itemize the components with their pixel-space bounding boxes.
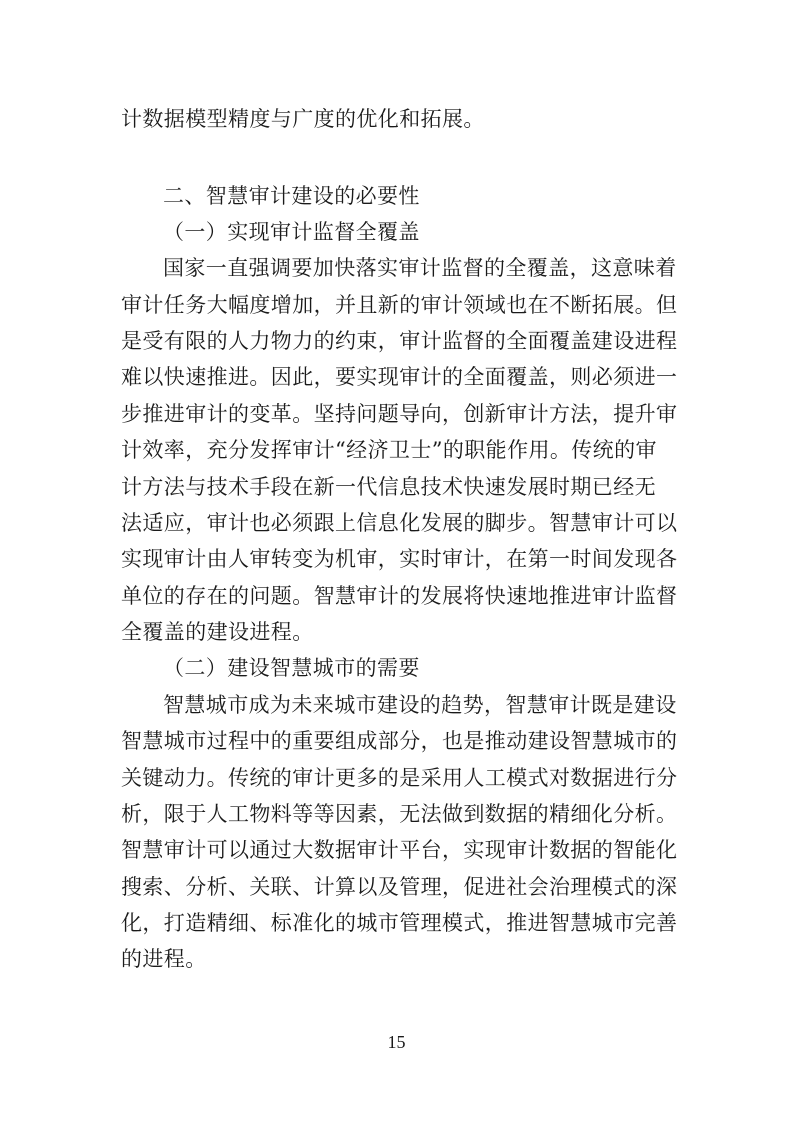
paragraph-line: 法适应，审计也必须跟上信息化发展的脚步。智慧审计可以 — [121, 511, 678, 535]
paragraph-continuation-line: 计数据模型精度与广度的优化和拓展。 — [121, 107, 485, 131]
paragraph-line: 单位的存在的问题。智慧审计的发展将快速地推进审计监督 — [121, 584, 678, 608]
subsection-heading: （一）实现审计监督全覆盖 — [163, 220, 420, 244]
paragraph-line: 全覆盖的建设进程。 — [121, 620, 314, 644]
paragraph-line: 的进程。 — [121, 947, 207, 971]
paragraph-line: 智慧城市过程中的重要组成部分，也是推动建设智慧城市的 — [121, 729, 678, 753]
paragraph-line: 化，打造精细、标准化的城市管理模式，推进智慧城市完善 — [121, 911, 678, 935]
paragraph-line: 计方法与技术手段在新一代信息技术快速发展时期已经无 — [121, 475, 656, 499]
subsection-heading: （二）建设智慧城市的需要 — [163, 656, 420, 680]
paragraph-line: 实现审计由人审转变为机审，实时审计，在第一时间发现各 — [121, 547, 678, 571]
paragraph-line: 是受有限的人力物力的约束，审计监督的全面覆盖建设进程 — [121, 329, 678, 353]
page-number: 15 — [387, 1032, 406, 1052]
paragraph-line: 计效率，充分发挥审计“经济卫士”的职能作用。传统的审 — [121, 438, 657, 462]
paragraph-line: 步推进审计的变革。坚持问题导向，创新审计方法，提升审 — [121, 402, 678, 426]
paragraph-line: 难以快速推进。因此，要实现审计的全面覆盖，则必须进一 — [121, 365, 678, 389]
paragraph-line: 国家一直强调要加快落实审计监督的全覆盖，这意味着 — [163, 256, 677, 280]
section-heading: 二、智慧审计建设的必要性 — [163, 184, 420, 208]
paragraph-line: 智慧城市成为未来城市建设的趋势，智慧审计既是建设 — [163, 693, 677, 717]
paragraph-line: 审计任务大幅度增加，并且新的审计领域也在不断拓展。但 — [121, 293, 678, 317]
paragraph-line: 关键动力。传统的审计更多的是采用人工模式对数据进行分 — [121, 766, 678, 790]
paragraph-line: 搜索、分析、关联、计算以及管理，促进社会治理模式的深 — [121, 875, 678, 899]
paragraph-line: 析，限于人工物料等等因素，无法做到数据的精细化分析。 — [121, 802, 678, 826]
paragraph-line: 智慧审计可以通过大数据审计平台，实现审计数据的智能化 — [121, 838, 678, 862]
